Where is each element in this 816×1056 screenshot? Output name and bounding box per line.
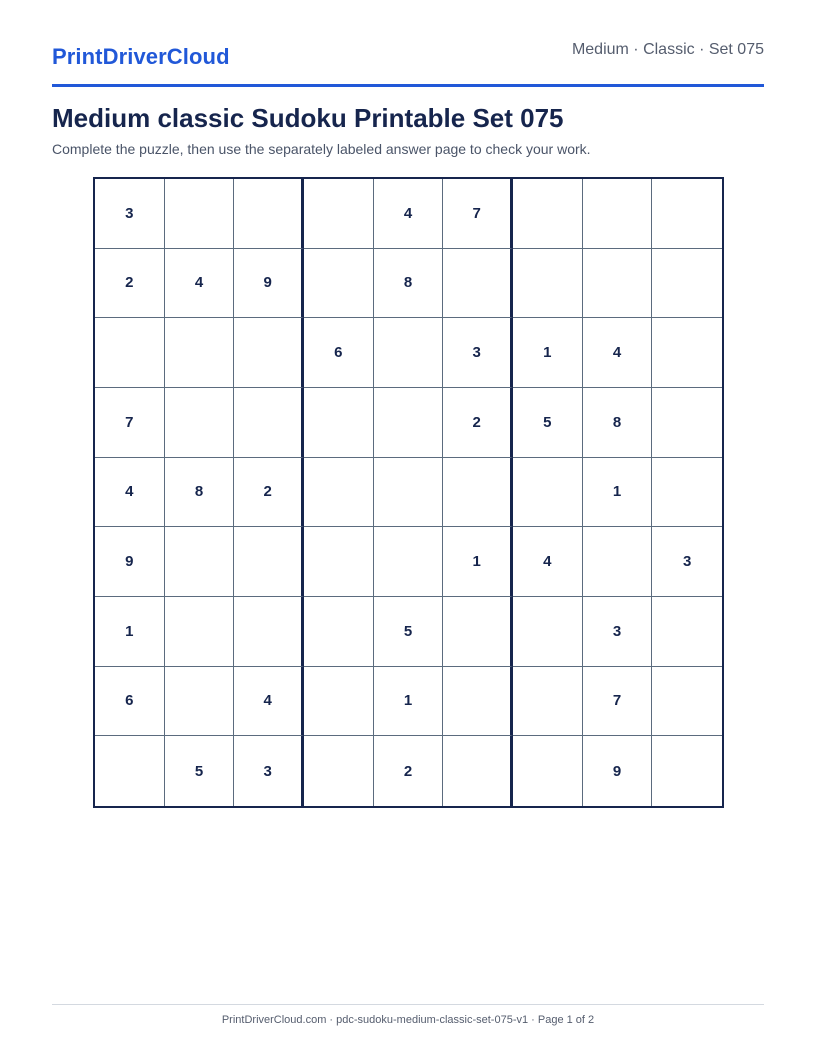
page-footer: PrintDriverCloud.com · pdc-sudoku-medium-classic-set-075-v1 · Page 1 of 2 [221, 1014, 595, 1026]
sudoku-cell[interactable]: 3 [583, 597, 653, 667]
sudoku-cell[interactable] [513, 458, 583, 528]
sudoku-cell[interactable] [304, 527, 374, 597]
sudoku-cell[interactable] [304, 458, 374, 528]
sudoku-cell[interactable]: 7 [95, 388, 165, 458]
sudoku-cell[interactable] [652, 597, 722, 667]
sudoku-cell[interactable]: 9 [234, 249, 304, 319]
sudoku-cell[interactable] [443, 597, 513, 667]
sudoku-cell[interactable] [165, 318, 235, 388]
sudoku-cell[interactable] [583, 179, 653, 249]
sudoku-cell[interactable] [513, 736, 583, 806]
sudoku-cell[interactable] [304, 249, 374, 319]
sudoku-cell[interactable] [304, 388, 374, 458]
sudoku-cell[interactable] [304, 667, 374, 737]
sudoku-cell[interactable] [304, 179, 374, 249]
sudoku-cell[interactable]: 2 [443, 388, 513, 458]
sudoku-cell[interactable]: 5 [165, 736, 235, 806]
sudoku-cell[interactable] [652, 388, 722, 458]
sudoku-cell[interactable] [443, 458, 513, 528]
sudoku-cell[interactable] [165, 597, 235, 667]
sudoku-cell[interactable] [234, 597, 304, 667]
sudoku-cell[interactable]: 4 [583, 318, 653, 388]
sudoku-cell[interactable]: 3 [234, 736, 304, 806]
sudoku-cell[interactable] [95, 318, 165, 388]
sudoku-cell[interactable] [304, 736, 374, 806]
sudoku-cell[interactable] [652, 736, 722, 806]
sudoku-cell[interactable] [374, 527, 444, 597]
sudoku-cell[interactable] [513, 179, 583, 249]
sudoku-cell[interactable]: 8 [374, 249, 444, 319]
sudoku-cell[interactable] [652, 667, 722, 737]
sudoku-cell[interactable]: 2 [95, 249, 165, 319]
sudoku-cell[interactable]: 8 [583, 388, 653, 458]
sudoku-cell[interactable] [165, 388, 235, 458]
sudoku-cell[interactable] [374, 388, 444, 458]
sudoku-cell[interactable] [443, 667, 513, 737]
sudoku-cell[interactable]: 1 [374, 667, 444, 737]
sudoku-cell[interactable]: 9 [583, 736, 653, 806]
sudoku-cell[interactable] [652, 318, 722, 388]
sudoku-cell[interactable]: 1 [95, 597, 165, 667]
sudoku-cell[interactable] [652, 458, 722, 528]
sudoku-cell[interactable] [443, 249, 513, 319]
sudoku-cell[interactable] [583, 527, 653, 597]
sudoku-cell[interactable] [443, 736, 513, 806]
sudoku-cell[interactable]: 4 [513, 527, 583, 597]
sudoku-cell[interactable]: 1 [513, 318, 583, 388]
sudoku-grid [93, 177, 724, 808]
sudoku-cell[interactable] [652, 179, 722, 249]
sudoku-cell[interactable]: 3 [95, 179, 165, 249]
sudoku-cell[interactable] [234, 388, 304, 458]
sudoku-cell[interactable]: 1 [443, 527, 513, 597]
sudoku-cell[interactable]: 7 [443, 179, 513, 249]
sudoku-cell[interactable] [165, 527, 235, 597]
page-title: Medium classic Sudoku Printable Set 075 [52, 103, 564, 133]
sudoku-cell[interactable] [304, 597, 374, 667]
sudoku-cell[interactable] [234, 527, 304, 597]
sudoku-cell[interactable]: 4 [95, 458, 165, 528]
puzzle-meta: Medium · Classic · Set 075 [571, 41, 764, 58]
sudoku-cell[interactable]: 4 [374, 179, 444, 249]
sudoku-cell[interactable]: 2 [374, 736, 444, 806]
sudoku-cell[interactable] [234, 318, 304, 388]
brand-logo: PrintDriverCloud [52, 44, 230, 69]
sudoku-cell[interactable]: 6 [304, 318, 374, 388]
sudoku-cell[interactable]: 5 [374, 597, 444, 667]
sudoku-cell[interactable]: 2 [234, 458, 304, 528]
sudoku-cell[interactable]: 3 [652, 527, 722, 597]
sudoku-cell[interactable] [513, 667, 583, 737]
sudoku-cell[interactable] [165, 179, 235, 249]
sudoku-cell[interactable] [234, 179, 304, 249]
sudoku-cell[interactable]: 4 [165, 249, 235, 319]
sudoku-cell[interactable]: 6 [95, 667, 165, 737]
sudoku-cell[interactable]: 7 [583, 667, 653, 737]
sudoku-cell[interactable] [652, 249, 722, 319]
sudoku-cell[interactable] [513, 597, 583, 667]
sudoku-cell[interactable]: 4 [234, 667, 304, 737]
page-header [52, 38, 764, 87]
sudoku-cell[interactable]: 3 [443, 318, 513, 388]
sudoku-cell[interactable]: 9 [95, 527, 165, 597]
sudoku-cell[interactable] [374, 458, 444, 528]
footer-divider [52, 1004, 764, 1005]
sudoku-cell[interactable]: 5 [513, 388, 583, 458]
sudoku-cell[interactable] [95, 736, 165, 806]
sudoku-cell[interactable] [583, 249, 653, 319]
sudoku-cell[interactable]: 1 [583, 458, 653, 528]
sudoku-cell[interactable]: 8 [165, 458, 235, 528]
page-subtitle: Complete the puzzle, then use the separately labeled answer page to check your work. [52, 141, 591, 157]
sudoku-cell[interactable] [513, 249, 583, 319]
sudoku-cell[interactable] [165, 667, 235, 737]
sudoku-cell[interactable] [374, 318, 444, 388]
